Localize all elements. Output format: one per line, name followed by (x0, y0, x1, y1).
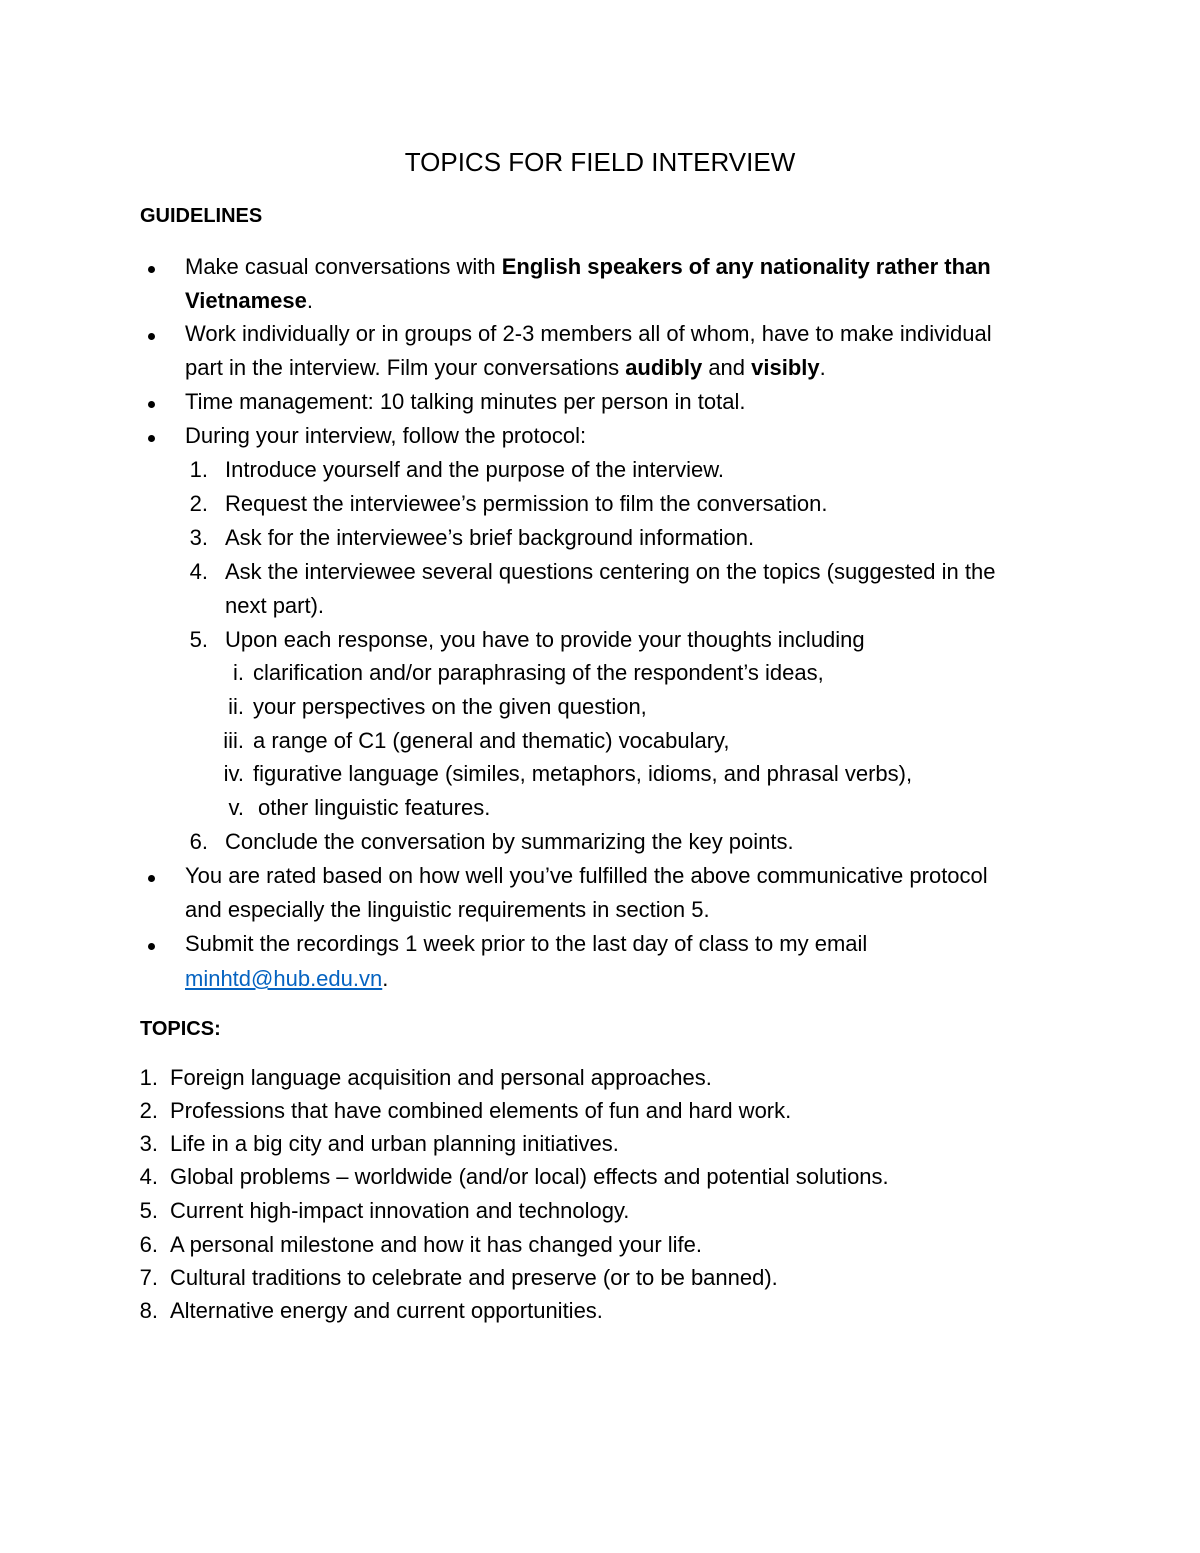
guideline-2-line-1: Work individually or in groups of 2-3 members all of whom, have to make individual (185, 321, 992, 346)
subitem: your perspectives on the given question, (253, 694, 647, 719)
protocol-item-continued: next part). (225, 593, 325, 618)
bullet-icon (148, 435, 155, 442)
guideline-6-period: . (382, 966, 389, 991)
guideline-2-text: part in the interview. Film your conversations (185, 355, 626, 380)
protocol-item: Request the interviewee’s permission to film the conversation. (225, 491, 828, 516)
bullet-icon (148, 266, 155, 273)
guideline-2-period: . (819, 355, 826, 380)
email-link[interactable]: minhtd@hub.edu.vn (185, 966, 383, 991)
guideline-6-line-2 (185, 965, 388, 993)
subitem-numeral: v. (228, 795, 244, 820)
guideline-2-bold-visibly: visibly (751, 355, 820, 380)
protocol-item: Conclude the conversation by summarizing the key points. (225, 829, 794, 854)
guideline-1-bold: English speakers of any nationality rather than (501, 254, 991, 279)
protocol-number: 6. (189, 829, 208, 854)
protocol-number: 4. (189, 559, 208, 584)
guideline-1-period: . (306, 288, 314, 313)
topic-item: Foreign language acquisition and personal approaches. (170, 1065, 712, 1090)
guidelines-heading: GUIDELINES (140, 205, 263, 227)
guideline-5-line-2: and especially the linguistic requirements in section 5. (185, 897, 710, 922)
bullet-icon (148, 875, 155, 882)
topics-heading: TOPICS: (140, 1018, 221, 1040)
guideline-3: Time management: 10 talking minutes per person in total. (185, 389, 746, 414)
guideline-2-bold-audibly: audibly (625, 355, 703, 380)
protocol-number: 1. (189, 457, 208, 482)
subitem-numeral: ii. (228, 694, 244, 719)
protocol-number: 3. (189, 525, 208, 550)
topic-item: Life in a big city and urban planning initiatives. (170, 1131, 619, 1156)
bullet-icon (148, 401, 155, 408)
guideline-4: During your interview, follow the protocol: (185, 423, 587, 448)
guideline-6-line-1: Submit the recordings 1 week prior to the last day of class to my email (185, 931, 868, 956)
subitem: figurative language (similes, metaphors, idioms, and phrasal verbs), (253, 761, 913, 786)
topic-item: Professions that have combined elements of fun and hard work. (170, 1098, 792, 1123)
topic-item: Current high-impact innovation and technology. (170, 1198, 630, 1223)
topic-number: 4. (139, 1164, 158, 1189)
subitem-numeral: iv. (223, 761, 244, 786)
guideline-1-text: Make casual conversations with (185, 254, 502, 279)
guideline-1-bold-2: Vietnamese (185, 288, 307, 313)
topic-item: Alternative energy and current opportunities. (170, 1298, 603, 1323)
topic-number: 8. (139, 1298, 158, 1323)
subitem-numeral: iii. (223, 728, 244, 753)
page-title: TOPICS FOR FIELD INTERVIEW (404, 147, 796, 177)
bullet-icon (148, 943, 155, 950)
guideline-5-line-1: You are rated based on how well you’ve fulfilled the above communicative protocol (185, 863, 988, 888)
topic-item: Global problems – worldwide (and/or local) effects and potential solutions. (170, 1164, 889, 1189)
subitem: other linguistic features. (258, 795, 491, 820)
protocol-item: Ask the interviewee several questions centering on the topics (suggested in the (225, 559, 996, 584)
guideline-1-line-1 (185, 253, 991, 281)
topic-number: 1. (139, 1065, 158, 1090)
bullet-icon (148, 333, 155, 340)
guideline-1-line-2 (185, 287, 313, 315)
guideline-2-and: and (702, 355, 752, 380)
topic-item: Cultural traditions to celebrate and preserve (or to be banned). (170, 1265, 778, 1290)
topic-number: 2. (139, 1098, 158, 1123)
topic-number: 6. (139, 1232, 158, 1257)
subitem-numeral: i. (233, 660, 244, 685)
protocol-item: Upon each response, you have to provide your thoughts including (225, 627, 865, 652)
topic-item: A personal milestone and how it has changed your life. (170, 1232, 702, 1257)
protocol-item: Introduce yourself and the purpose of the interview. (225, 457, 724, 482)
protocol-number: 5. (189, 627, 208, 652)
protocol-number: 2. (189, 491, 208, 516)
topic-number: 5. (139, 1198, 158, 1223)
protocol-item: Ask for the interviewee’s brief background information. (225, 525, 755, 550)
subitem: a range of C1 (general and thematic) vocabulary, (253, 728, 730, 753)
topic-number: 7. (139, 1265, 158, 1290)
guideline-2-line-2 (185, 354, 826, 382)
subitem: clarification and/or paraphrasing of the respondent’s ideas, (253, 660, 824, 685)
topic-number: 3. (139, 1131, 158, 1156)
